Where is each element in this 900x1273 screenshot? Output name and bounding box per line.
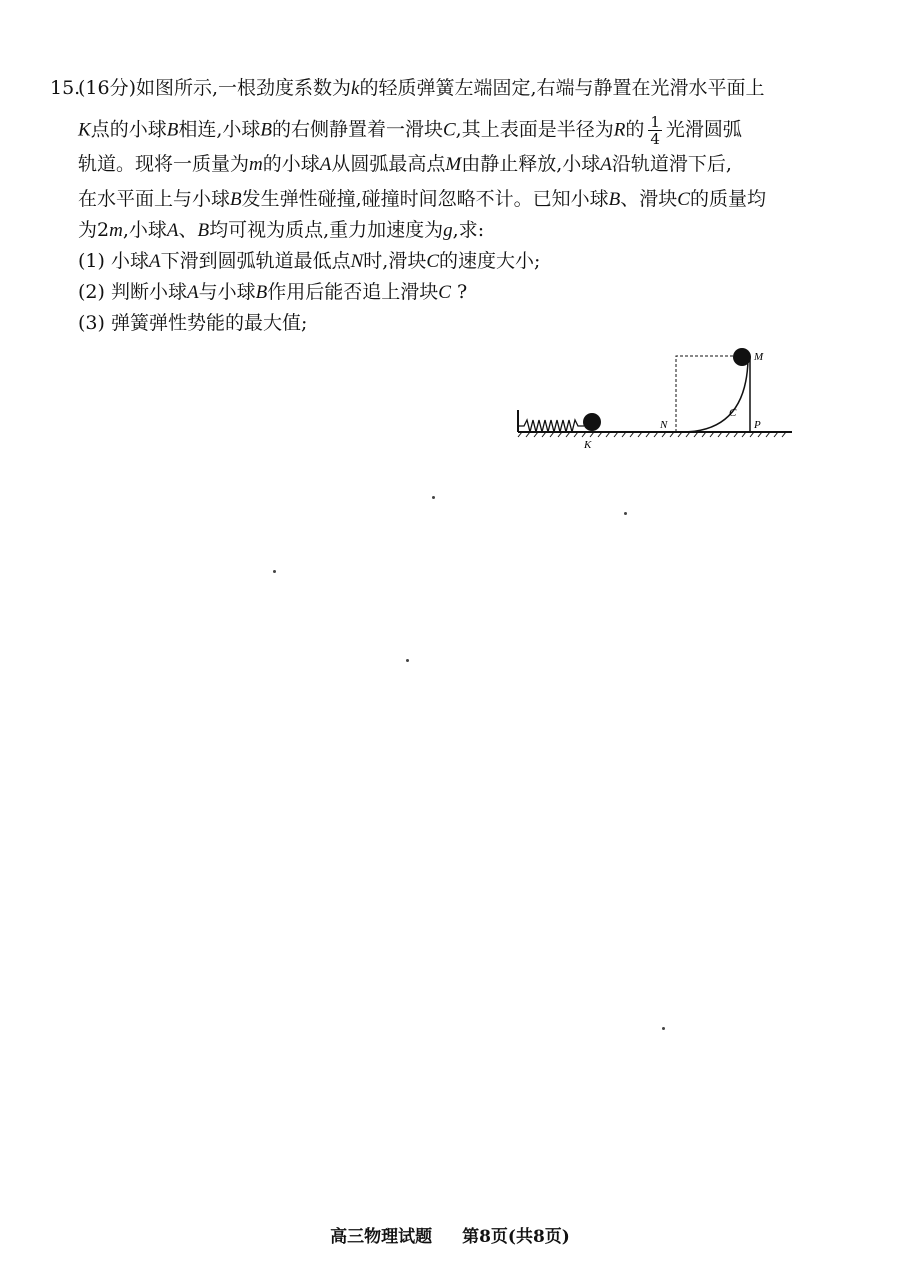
scan-speck bbox=[624, 512, 627, 515]
sub-question-3: (3) 弹簧弹性势能的最大值; bbox=[78, 312, 308, 334]
label-m: M bbox=[754, 351, 764, 363]
sub-question-2: (2) 判断小球A与小球B作用后能否追上滑块C ? bbox=[78, 281, 468, 303]
question-line-2: K点的小球B相连,小球B的右侧静置着一滑块C,其上表面是半径为R的 $\frac{1}{4}$ 光滑圆弧 bbox=[78, 113, 742, 148]
dashed-outline bbox=[676, 356, 738, 432]
scan-speck bbox=[662, 1027, 665, 1030]
physics-diagram bbox=[510, 340, 800, 460]
footer-page: 第8页(共8页) bbox=[462, 1227, 570, 1247]
label-c: C bbox=[729, 407, 737, 419]
question-line-4: 在水平面上与小球B发生弹性碰撞,碰撞时间忽略不计。已知小球B、滑块C的质量均 bbox=[78, 188, 766, 210]
ball-a bbox=[733, 348, 751, 366]
scan-speck bbox=[406, 659, 409, 662]
spring bbox=[518, 420, 584, 432]
scan-speck bbox=[273, 570, 276, 573]
question-line-1: (16分)如图所示,一根劲度系数为k的轻质弹簧左端固定,右端与静置在光滑水平面上 bbox=[78, 77, 765, 99]
quarter-arc bbox=[682, 360, 748, 432]
footer-subject: 高三物理试题 bbox=[330, 1227, 433, 1247]
question-line-5: 为2m,小球A、B均可视为质点,重力加速度为g,求: bbox=[78, 219, 485, 241]
question-number: 15. bbox=[50, 77, 81, 99]
label-p: P bbox=[754, 419, 761, 431]
ball-b bbox=[583, 413, 601, 431]
question-line-3: 轨道。现将一质量为m的小球A从圆弧最高点M由静止释放,小球A沿轨道滑下后, bbox=[78, 153, 732, 175]
quarter-fraction: $\frac{1}{4}$ bbox=[650, 113, 660, 148]
scan-speck bbox=[432, 496, 435, 499]
label-n: N bbox=[660, 419, 668, 431]
sub-question-1: (1) 小球A下滑到圆弧轨道最低点N时,滑块C的速度大小; bbox=[78, 250, 541, 272]
page-footer bbox=[0, 1222, 900, 1247]
label-k: K bbox=[584, 439, 592, 451]
